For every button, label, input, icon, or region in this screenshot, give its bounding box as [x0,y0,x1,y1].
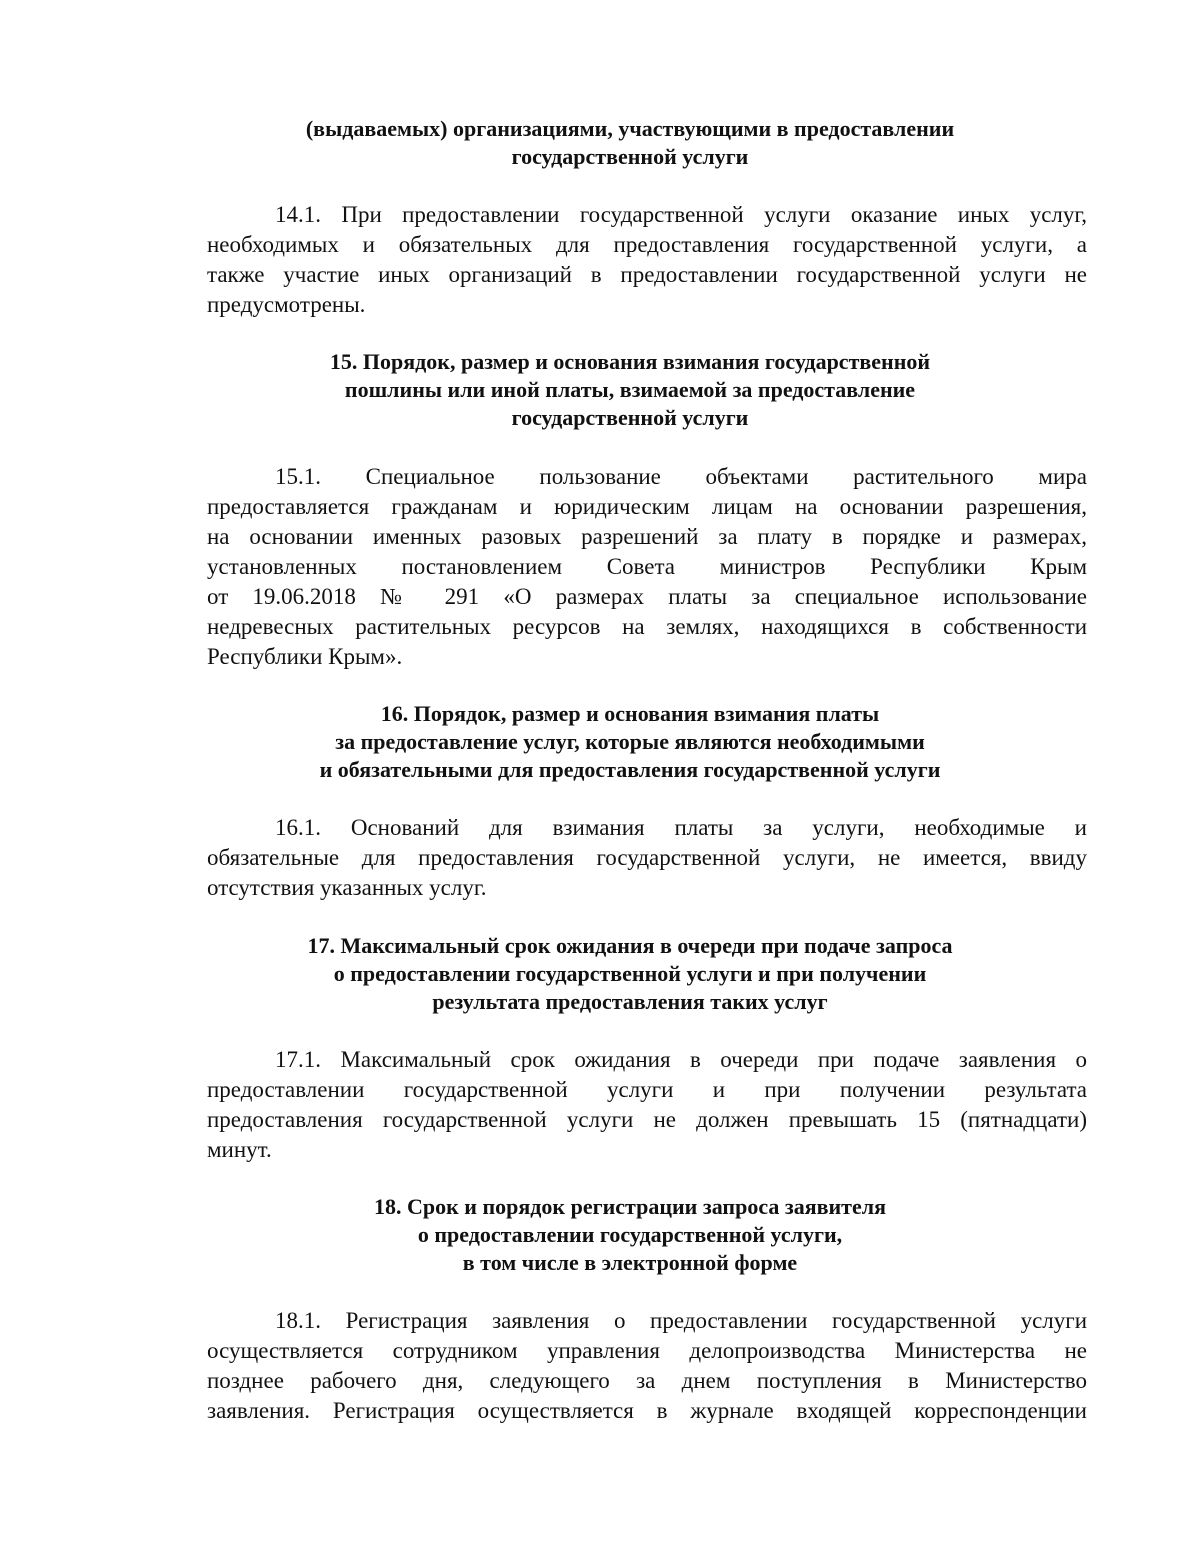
paragraph-line: предоставляется гражданам и юридическим лицам на основании разрешения, [207,494,1087,519]
paragraph-line: заявления. Регистрация осуществляется в журнале входящей корреспонденции [207,1398,1087,1423]
paragraph-line: 18.1. Регистрация заявления о предоставлении государственной услуги [275,1308,1087,1333]
paragraph-line: недревесных растительных ресурсов на землях, находящихся в собственности [207,614,1087,639]
paragraph-line: необходимых и обязательных для предоставления государственной услуги, а [207,232,1087,257]
paragraph-line: также участие иных организаций в предоставлении государственной услуги не [207,262,1087,287]
paragraph-line: обязательные для предоставления государственной услуги, не имеется, ввиду [207,845,1087,870]
heading-line: и обязательными для предоставления государственной услуги [319,757,941,782]
heading-line: пошлины или иной платы, взимаемой за предоставление [344,377,916,402]
paragraph-14-1 [207,200,1087,320]
paragraph-15-1 [207,462,1087,672]
paragraph-line: минут. [207,1137,272,1162]
paragraph-line: 14.1. При предоставлении государственной услуги оказание иных услуг, [275,202,1087,227]
heading-line: в том числе в электронной форме [462,1250,798,1275]
paragraph-line: отсутствия указанных услуг. [207,875,487,900]
paragraph-line: 15.1. Специальное пользование объектами растительного мира [275,464,1087,489]
paragraph-line: предоставления государственной услуги не должен превышать 15 (пятнадцати) [207,1107,1087,1132]
paragraph-line: Республики Крым». [207,644,403,669]
heading-line: 18. Срок и порядок регистрации запроса заявителя [374,1194,886,1219]
section-heading-14 [200,115,1060,171]
heading-line: (выдаваемых) организациями, участвующими в предоставлении [305,116,955,141]
paragraph-line: предоставлении государственной услуги и при получении результата [207,1077,1087,1102]
section-heading-17 [200,932,1060,1016]
heading-line: о предоставлении государственной услуги и при получении [333,961,927,986]
paragraph-line: позднее рабочего дня, следующего за днем поступления в Министерство [207,1368,1087,1393]
paragraph-line: установленных постановлением Совета министров Республики Крым [207,554,1087,579]
paragraph-line: от 19.06.2018 № 291 «О размерах платы за специальное использование [207,584,1087,609]
paragraph-line: предусмотрены. [207,292,366,317]
heading-line: результата предоставления таких услуг [432,989,828,1014]
paragraph-18-1 [207,1306,1087,1426]
paragraph-line: 17.1. Максимальный срок ожидания в очереди при подаче заявления о [275,1047,1087,1072]
paragraph-line: на основании именных разовых разрешений за плату в порядке и размерах, [207,524,1087,549]
paragraph-17-1 [207,1045,1087,1165]
paragraph-line: 16.1. Оснований для взимания платы за услуги, необходимые и [275,815,1087,840]
heading-line: государственной услуги [511,144,749,169]
paragraph-16-1 [207,813,1087,903]
section-heading-15 [200,348,1060,432]
heading-line: государственной услуги [511,405,749,430]
section-heading-16 [200,700,1060,784]
heading-line: 15. Порядок, размер и основания взимания государственной [329,349,931,374]
heading-line: о предоставлении государственной услуги, [417,1222,843,1247]
paragraph-line: осуществляется сотрудником управления делопроизводства Министерства не [207,1338,1087,1363]
heading-line: 16. Порядок, размер и основания взимания платы [380,701,880,726]
heading-line: 17. Максимальный срок ожидания в очереди при подаче запроса [307,933,953,958]
heading-line: за предоставление услуг, которые являются необходимыми [335,729,925,754]
section-heading-18 [200,1193,1060,1277]
